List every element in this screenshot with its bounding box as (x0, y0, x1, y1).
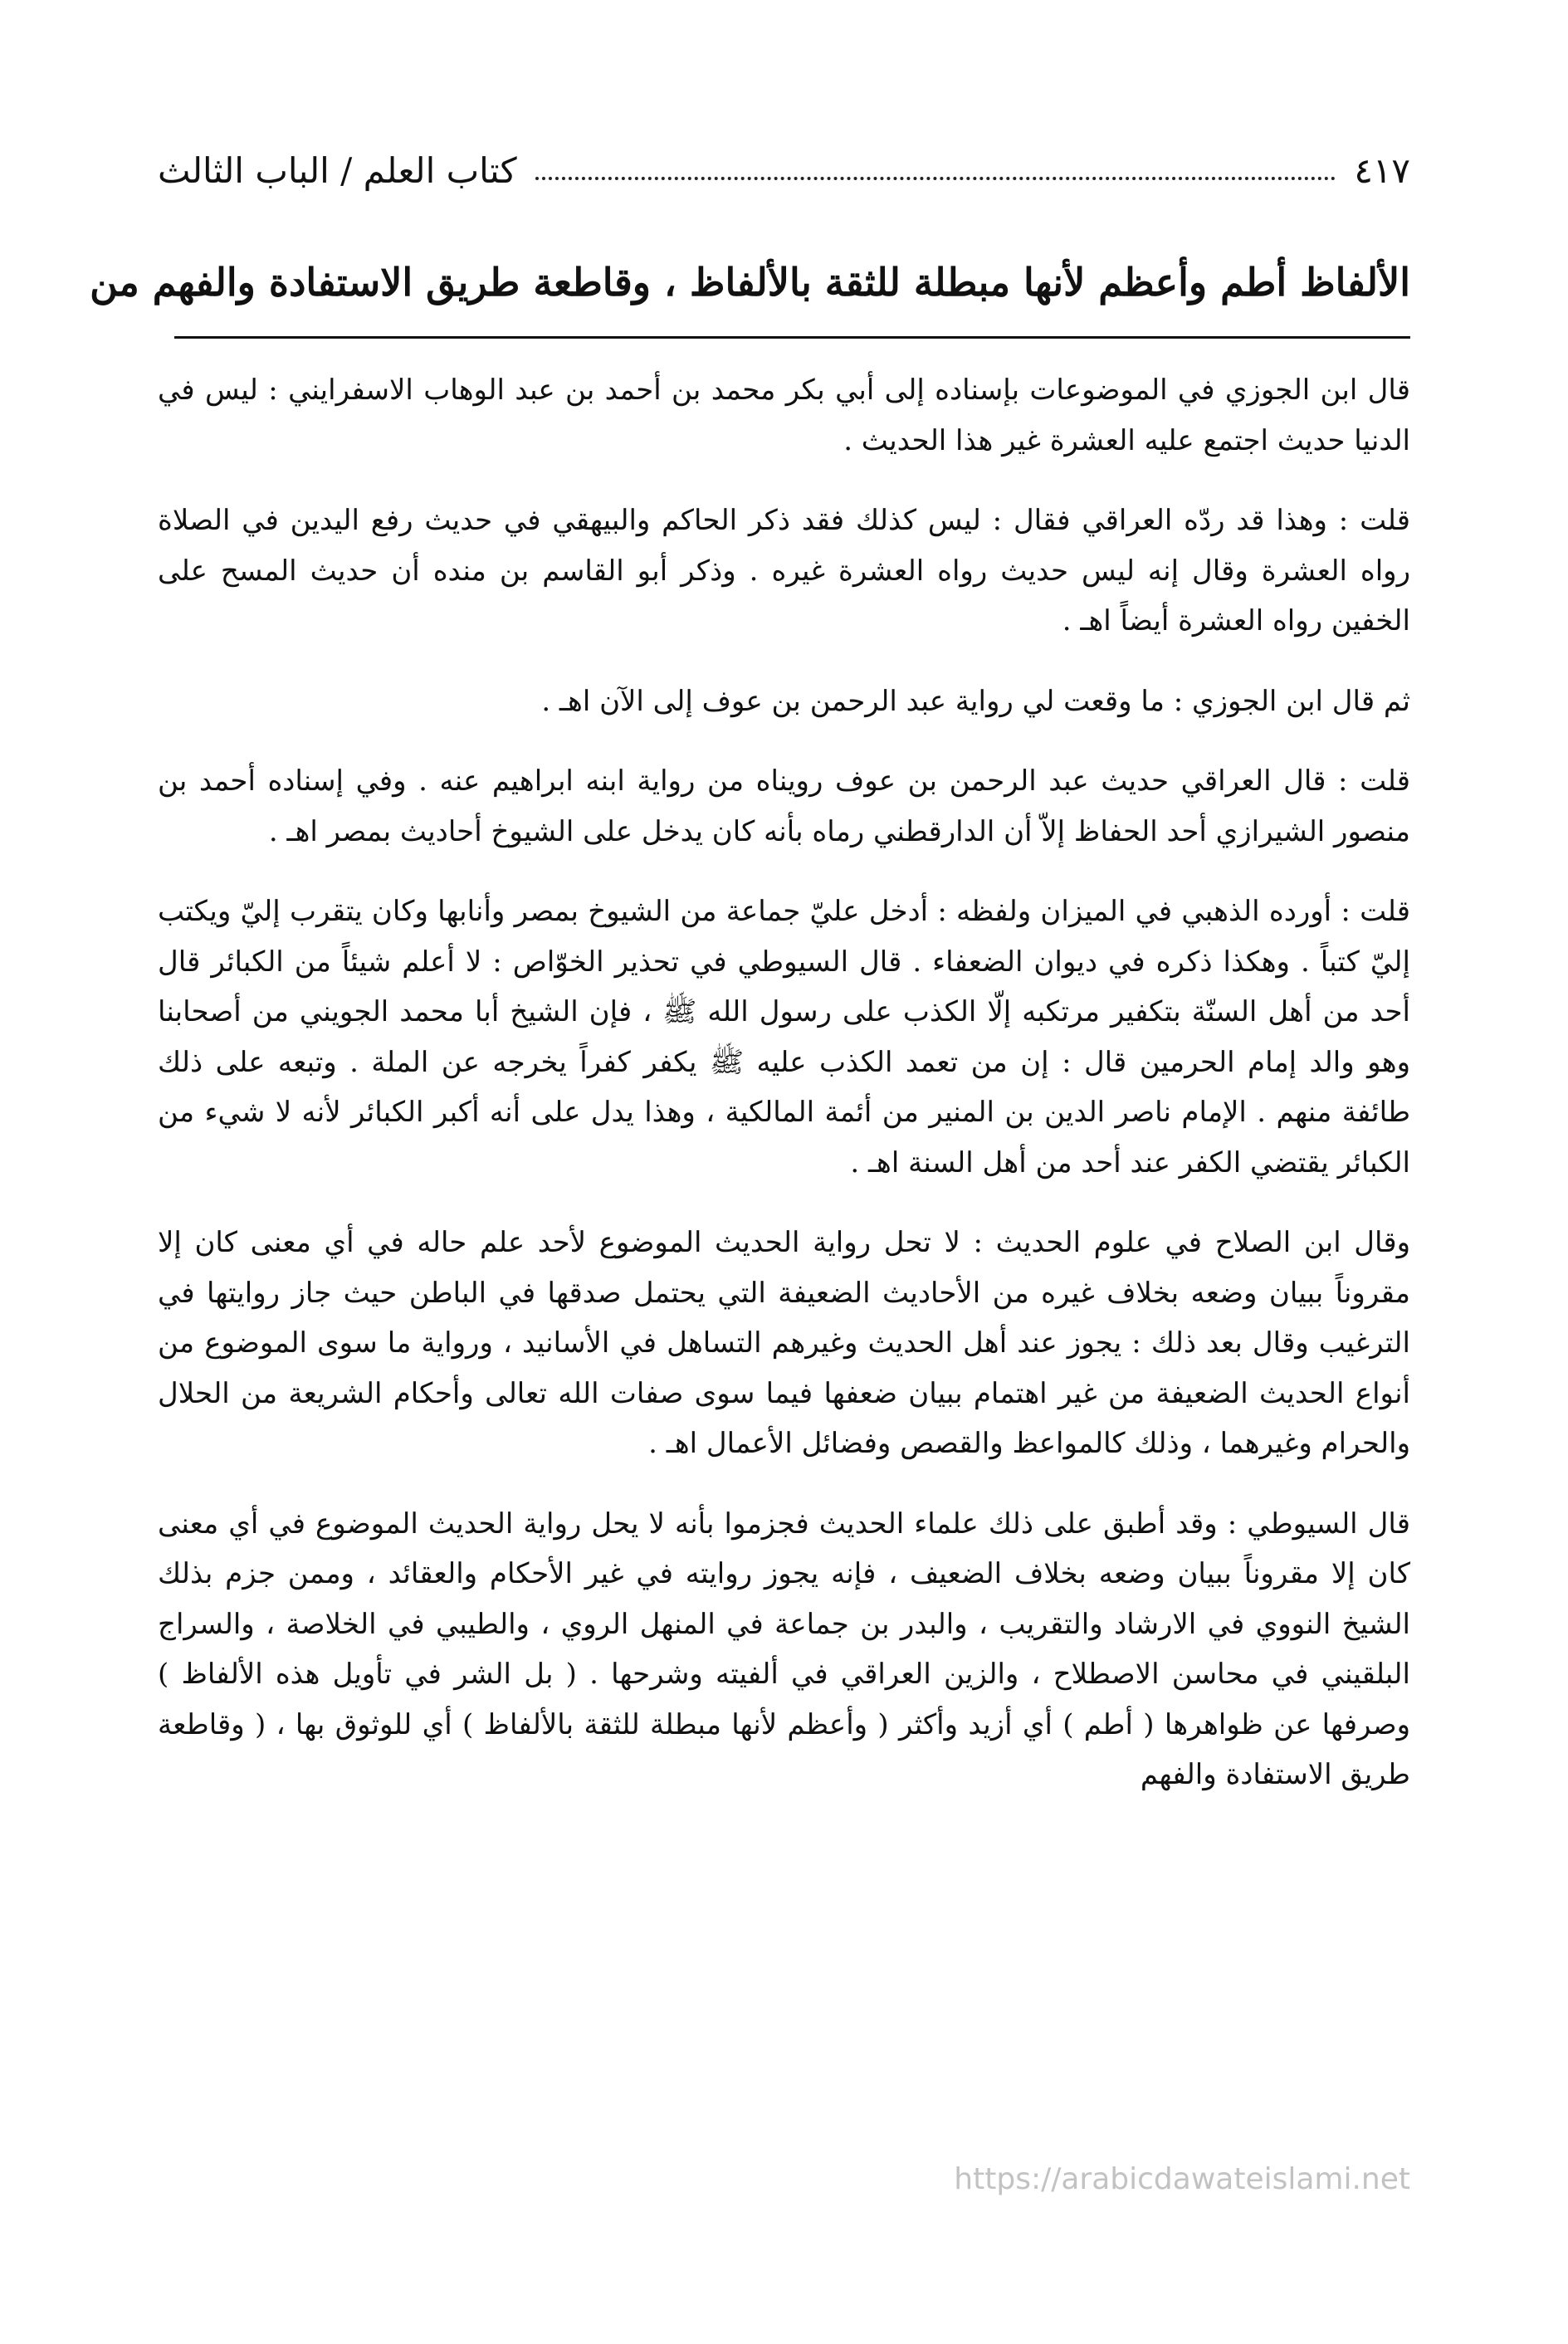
footnotes-section (158, 365, 1410, 1830)
footnote-paragraph: قلت : وهذا قد ردّه العراقي فقال : ليس كذلك فقد ذكر الحاكم والبيهقي في حديث رفع اليدين في الصلاة رواه العشرة وقال إنه ليس حديث رواه العشرة غيره . وذكر أبو القاسم بن منده أن حديث المسح على الخفين رواه العشرة أيضاً اهـ . (158, 504, 1410, 637)
footnote-paragraph: قلت : قال العراقي حديث عبد الرحمن بن عوف رويناه من رواية ابنه ابراهيم عنه . وفي إسناده أحمد بن منصور الشيرازي أحد الحفاظ إلاّ أن الدارقطني رماه بأنه كان يدخل على الشيوخ أحاديث بمصر اهـ . (158, 764, 1410, 848)
running-header (158, 137, 1410, 203)
chapter-title: كتاب العلم / الباب الثالث (158, 149, 517, 191)
footnote-separator (174, 336, 1410, 339)
footnote-paragraph: قلت : أورده الذهبي في الميزان ولفظه : أدخل عليّ جماعة من الشيوخ بمصر وأنابها وكان يتقرب إليّ ويكتب إليّ كتباً . وهكذا ذكره في ديوان الضعفاء . قال السيوطي في تحذير الخوّاص : لا أعلم شيئاً من الكبائر قال أحد من أهل السنّة بتكفير مرتكبه إلّا الكذب على رسول الله ﷺ ، فإن الشيخ أبا محمد الجويني من أصحابنا وهو والد إمام الحرمين قال : إن من تعمد الكذب عليه ﷺ يكفر كفراً يخرجه عن الملة . وتبعه على ذلك طائفة منهم . الإمام ناصر الدين بن المنير من أئمة المالكية ، وهذا يدل على أنه أكبر الكبائر لأنه لا شيء من الكبائر يقتضي الكفر عند أحد من أهل السنة اهـ . (158, 895, 1411, 1179)
footnote-paragraph: قال السيوطي : وقد أطبق على ذلك علماء الحديث فجزموا بأنه لا يحل رواية الحديث الموضوع في أي معنى كان إلا مقروناً ببيان وضعه بخلاف الضعيف ، فإنه يجوز روايته في غير الأحكام والعقائد ، وممن جزم بذلك الشيخ النووي في الارشاد والتقريب ، والبدر بن جماعة في المنهل الروي ، والطيبي في الخلاصة ، والسراج البلقيني في محاسن الاصطلاح ، والزين العراقي في ألفيته وشرحها . ( بل الشر في تأويل هذه الألفاظ ) وصرفها عن ظواهرها ( أطم ) أي أزيد وأكثر ( وأعظم لأنها مبطلة للثقة بالألفاظ ) أي للوثوق بها ، ( وقاطعة طريق الاستفادة والفهم (158, 1507, 1410, 1791)
leader-dots (535, 177, 1336, 180)
footnote-paragraph: وقال ابن الصلاح في علوم الحديث : لا تحل رواية الحديث الموضوع لأحد علم حاله في أي معنى كان إلا مقروناً ببيان وضعه بخلاف غيره من الأحاديث الضعيفة التي يحتمل صدقها في الباطن حيث جاز روايتها في الترغيب وقال بعد ذلك : يجوز عند أهل الحديث وغيرهم التساهل في الأسانيد ، ورواية ما سوى الموضوع من أنواع الحديث الضعيفة من غير اهتمام ببيان ضعفها فيما سوى صفات الله تعالى وأحكام الشريعة من الحلال والحرام وغيرهما ، وذلك كالمواعظ والقصص وفضائل الأعمال اهـ . (158, 1226, 1411, 1460)
watermark-url: https://arabicdawateislami.net (954, 2162, 1410, 2196)
footnote-paragraph: ثم قال ابن الجوزي : ما وقعت لي رواية عبد الرحمن بن عوف إلى الآن اهـ . (541, 684, 1410, 718)
page-number: ٤١٧ (1354, 149, 1410, 191)
footnote-paragraph: قال ابن الجوزي في الموضوعات بإسناده إلى أبي بكر محمد بن أحمد بن عبد الوهاب الاسفرايني : ليس في الدنيا حديث اجتمع عليه العشرة غير هذا الحديث . (158, 374, 1410, 457)
main-text-line: الألفاظ أطم وأعظم لأنها مبطلة للثقة بالألفاظ ، وقاطعة طريق الاستفادة والفهم من (90, 260, 1410, 305)
